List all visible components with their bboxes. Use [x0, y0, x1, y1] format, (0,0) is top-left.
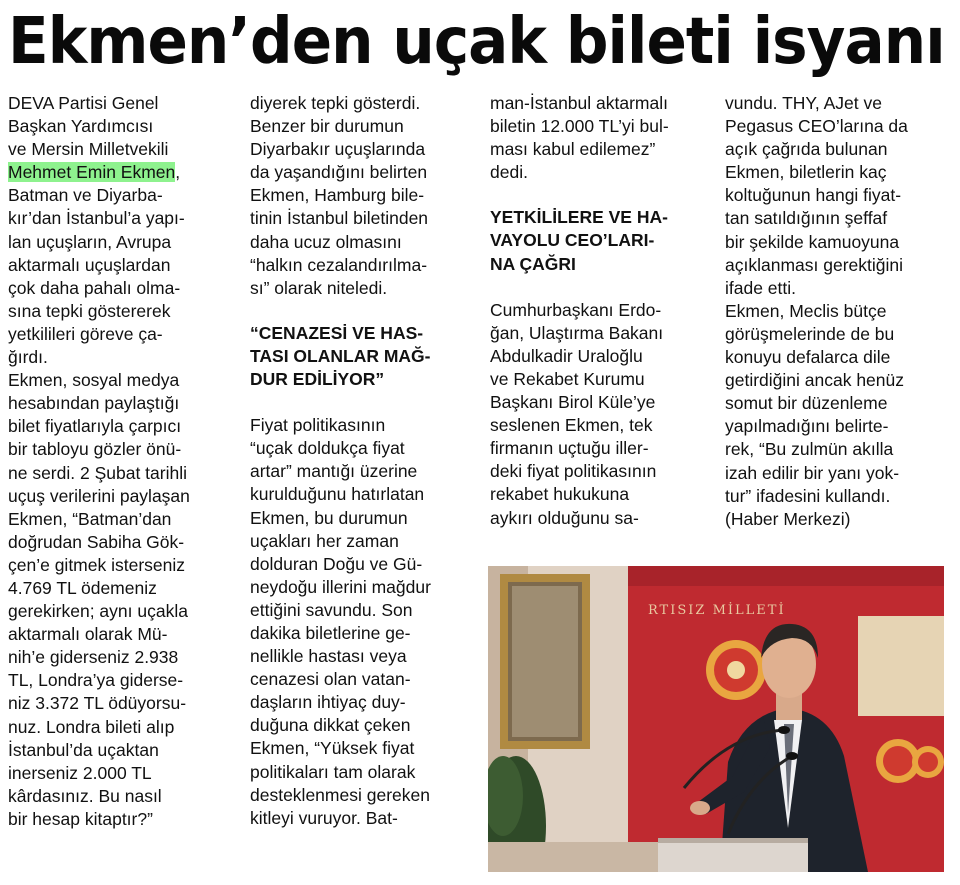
paragraph: Cumhurbaşkanı Erdo- ğan, Ulaştırma Bakanı Abdulkadir Uraloğlu ve Rekabet Kurumu Başkanı Birol Küle’ye seslenen Ekmen, tek firmanın uçtuğu iller- deki fiyat politikasının rekabet hukukuna aykırı olduğunu sa- — [490, 299, 664, 528]
column-3 — [490, 92, 714, 530]
paragraph-text: , Batman ve Diyarba- kır’dan İstanbul’a yapı- lan uçuşların, Avrupa aktarmalı uçuşlardan çok daha pahalı olma- sına tepki göstererek yetkilileri göreve ça- ğırdı. — [8, 162, 185, 368]
paragraph: Ekmen, Meclis bütçe görüşmelerinde de bu konuyu defalarca dile getirdiğini ancak henüz somut bir düzenleme yapılmadığını belirte- rek, “Bu zulmün akılla izah edilir bir yanı yok- tur” ifadesini kullandı. (Haber Merkezi) — [725, 300, 905, 529]
paragraph: Ekmen, sosyal medya hesabından paylaştığı bilet fiyatlarıyla çarpıcı bir tabloyu gözler önü- ne serdi. 2 Şubat tarihli uçuş verilerini paylaşan Ekmen, “Batman’dan doğrudan Sabiha Gök- çen’e gitmek isterseniz 4.769 TL ödemeniz gerekirken; aynı uçakla aktarmalı olarak Mü- nih’e giderseniz 2.938 TL, Londra’ya giderse- niz 3.372 TL ödüyorsu- nuz. Londra bileti alıp İstanbul’da uçaktan inerseniz 2.000 TL kârdasınız. Bu nasıl bir hesap kitaptır?” — [8, 370, 190, 829]
subheading: “CENAZESİ VE HAS- TASI OLANLAR MAĞ- DUR EDİLİYOR” — [250, 322, 431, 390]
column-4 — [725, 92, 950, 531]
headline: Ekmen’den uçak bileti isyanı — [8, 5, 945, 79]
wall-text: RTISIZ MİLLETİ — [648, 603, 786, 618]
paragraph: Fiyat politikasının “uçak doldukça fiyat artar” mantığı üzerine kurulduğunu hatırlatan Ekmen, bu durumun uçakları her zaman dolduran Doğu ve Gü- neydoğu illerini mağdur ettiğini savundu. Son dakika biletlerine ge- nellikle hastası veya cenazesi olan vatan- daşların ihtiyaç duy- duğuna dikkat çeken Ekmen, “Yüksek fiyat politikaları tam olarak desteklenmesi gereken kitleyi vuruyor. Bat- — [250, 415, 431, 828]
paragraph: man-İstanbul aktarmalı biletin 12.000 TL’yi bul- ması kabul edilemez” dedi. — [490, 93, 669, 183]
paragraph-text: DEVA Partisi Genel Başkan Yardımcısı ve Mersin Milletvekili — [8, 93, 169, 160]
news-photo — [488, 566, 944, 872]
column-2 — [250, 92, 478, 830]
subheading: YETKİLİLERE VE HA- VAYOLU CEO’LARI- NA ÇAĞRI — [490, 207, 668, 274]
paragraph: vundu. THY, AJet ve Pegasus CEO’larına da açık çağrıda bulunan Ekmen, biletlerin kaç koltuğunun hangi fiyat- tan satıldığının şeffaf bir şekilde kamuoyuna açıklanması gerektiğini ifade etti. — [725, 93, 908, 298]
column-1 — [8, 92, 238, 831]
photo-illustration — [488, 566, 944, 872]
paragraph: diyerek tepki gösterdi. Benzer bir durumun Diyarbakır uçuşlarında da yaşandığını belirten Ekmen, Hamburg bile- tinin İstanbul biletinden daha ucuz olmasını “halkın cezalandırılma- sı” olarak niteledi. — [250, 93, 429, 298]
paragraph — [8, 92, 238, 369]
highlighted-name: Mehmet Emin Ekmen — [8, 162, 176, 183]
